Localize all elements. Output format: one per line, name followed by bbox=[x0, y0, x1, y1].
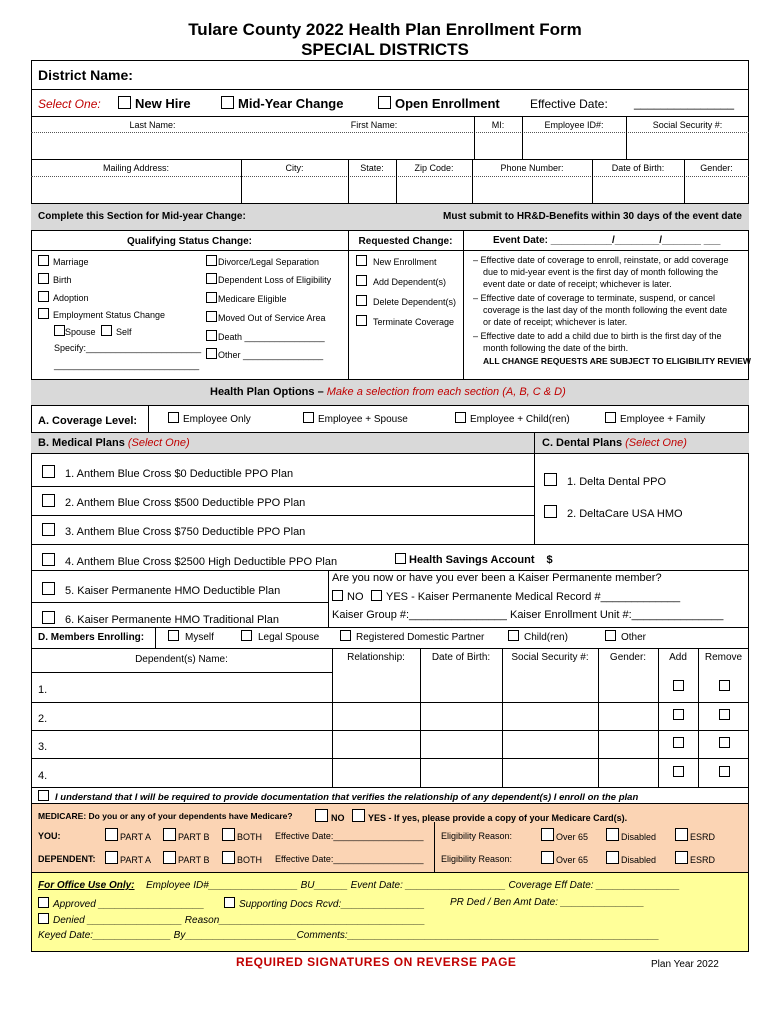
city-label: City: bbox=[285, 163, 304, 173]
effective-date-label: Effective Date: bbox=[530, 97, 608, 111]
dep-ssn-header: Social Security #: bbox=[511, 652, 589, 663]
checkbox-icon bbox=[222, 828, 235, 841]
office-supporting-docs[interactable]: Supporting Docs Rcvd:_______________ bbox=[224, 897, 425, 910]
divider bbox=[598, 648, 599, 787]
divider bbox=[474, 116, 475, 159]
employee-family-checkbox[interactable]: Employee + Family bbox=[605, 412, 705, 425]
rule-line: or date of receipt; whichever is later. bbox=[483, 317, 628, 327]
divider bbox=[31, 648, 749, 649]
health-plan-options-header: Health Plan Options – Make a selection from each section (A, B, C & D) bbox=[210, 386, 566, 398]
you-both-checkbox[interactable]: BOTH bbox=[222, 828, 262, 842]
checkbox-icon bbox=[38, 255, 49, 266]
divider bbox=[522, 116, 523, 159]
legal-spouse-checkbox[interactable]: Legal Spouse bbox=[241, 630, 319, 643]
divider bbox=[31, 250, 749, 251]
divider bbox=[472, 159, 473, 203]
divider bbox=[31, 627, 749, 628]
dental-plan-option[interactable]: 1. Delta Dental PPO bbox=[544, 473, 666, 488]
checkbox-icon bbox=[38, 308, 49, 319]
divider bbox=[348, 231, 349, 379]
dental-plan-option[interactable]: 2. DeltaCare USA HMO bbox=[544, 505, 683, 520]
qualifying-header: Qualifying Status Change: bbox=[126, 236, 252, 247]
checkbox-icon bbox=[315, 809, 328, 822]
coverage-level-label: A. Coverage Level: bbox=[38, 415, 138, 427]
checkbox-icon bbox=[42, 553, 55, 566]
form-subtitle: SPECIAL DISTRICTS bbox=[301, 40, 469, 59]
eligibility-review-note: ALL CHANGE REQUESTS ARE SUBJECT TO ELIGIBILITY REVIEW bbox=[483, 356, 751, 366]
new-hire-checkbox[interactable]: New Hire bbox=[118, 96, 191, 111]
effective-date-field[interactable]: _______________ bbox=[634, 96, 735, 110]
divider bbox=[420, 648, 421, 787]
medical-plan-option[interactable]: 6. Kaiser Permanente HMO Traditional Plan bbox=[42, 611, 279, 626]
divider bbox=[434, 822, 435, 872]
dep-eligibility-label: Eligibility Reason: bbox=[441, 854, 513, 864]
you-esrd-checkbox[interactable]: ESRD bbox=[675, 828, 715, 842]
employment-status-checkbox[interactable]: Employment Status Change bbox=[38, 308, 165, 320]
divider bbox=[592, 159, 593, 203]
divider bbox=[463, 231, 464, 379]
dep-name-header: Dependent(s) Name: bbox=[135, 654, 228, 665]
checkbox-icon bbox=[605, 630, 616, 641]
divider bbox=[31, 602, 328, 603]
checkbox-icon bbox=[168, 630, 179, 641]
add-checkbox[interactable] bbox=[673, 680, 684, 691]
dep-gender-header: Gender: bbox=[609, 652, 647, 663]
divider bbox=[348, 159, 349, 203]
death-checkbox[interactable]: Death ________________ bbox=[206, 330, 325, 342]
kaiser-group-field[interactable]: Kaiser Group #:________________ Kaiser Enrollment Unit #:_______________ bbox=[332, 609, 724, 621]
divider bbox=[31, 702, 749, 703]
district-name-label: District Name: bbox=[38, 67, 133, 83]
checkbox-icon bbox=[224, 897, 235, 908]
requested-change-header: Requested Change: bbox=[358, 236, 453, 247]
medicare-no-checkbox[interactable]: NO bbox=[315, 809, 345, 823]
checkbox-icon bbox=[675, 851, 688, 864]
medicare-question: MEDICARE: Do you or any of your dependents have Medicare? bbox=[38, 811, 293, 821]
divider bbox=[31, 730, 749, 731]
specify-line-2[interactable]: _____________________________ bbox=[54, 360, 200, 370]
checkbox-icon bbox=[606, 828, 619, 841]
divider bbox=[626, 116, 627, 159]
checkbox-icon bbox=[455, 412, 466, 423]
kaiser-question: Are you now or have you ever been a Kaiser Permanente member? bbox=[332, 572, 662, 584]
last-name-label: Last Name: bbox=[129, 120, 176, 130]
checkbox-icon bbox=[38, 291, 49, 302]
divider bbox=[31, 132, 749, 133]
checkbox-icon bbox=[206, 311, 217, 322]
checkbox-icon bbox=[541, 851, 554, 864]
dependent-loss-checkbox[interactable]: Dependent Loss of Eligibility bbox=[206, 273, 331, 285]
checkbox-icon bbox=[118, 96, 131, 109]
add-checkbox[interactable] bbox=[673, 709, 684, 720]
select-one-label: Select One: bbox=[38, 97, 101, 111]
checkbox-icon bbox=[42, 523, 55, 536]
checkbox-icon bbox=[38, 913, 49, 924]
dependent-row-number: 3. bbox=[38, 741, 48, 753]
birth-checkbox[interactable]: Birth bbox=[38, 273, 72, 285]
checkbox-icon bbox=[356, 255, 367, 266]
gender-label: Gender: bbox=[700, 163, 733, 173]
medical-plan-option[interactable]: 4. Anthem Blue Cross $2500 High Deductible PPO Plan bbox=[42, 553, 337, 568]
other-member-checkbox[interactable]: Other bbox=[605, 630, 646, 643]
plan-year: Plan Year 2022 bbox=[651, 959, 719, 970]
new-enrollment-checkbox[interactable]: New Enrollment bbox=[356, 255, 437, 267]
divider bbox=[31, 544, 749, 545]
midyear-header: Complete this Section for Mid-year Change: bbox=[38, 211, 246, 222]
dep-remove-header: Remove bbox=[704, 652, 743, 663]
dep-add-header: Add bbox=[669, 652, 687, 663]
required-signatures-note: REQUIRED SIGNATURES ON REVERSE PAGE bbox=[236, 955, 517, 969]
checkbox-icon bbox=[303, 412, 314, 423]
dob-label: Date of Birth: bbox=[611, 163, 665, 173]
dependent-row-number: 2. bbox=[38, 713, 48, 725]
checkbox-icon bbox=[42, 465, 55, 478]
add-checkbox[interactable] bbox=[673, 766, 684, 777]
office-pr-ded: PR Ded / Ben Amt Date: _______________ bbox=[450, 897, 645, 908]
remove-checkbox[interactable] bbox=[719, 709, 730, 720]
checkbox-icon bbox=[38, 273, 49, 284]
checkbox-icon bbox=[606, 851, 619, 864]
checkbox-icon bbox=[42, 611, 55, 624]
medical-plan-option[interactable]: 1. Anthem Blue Cross $0 Deductible PPO Plan bbox=[42, 465, 293, 480]
checkbox-icon bbox=[163, 828, 176, 841]
dep-part-b-checkbox[interactable]: PART B bbox=[163, 851, 210, 865]
employee-only-checkbox[interactable]: Employee Only bbox=[168, 412, 251, 425]
divider bbox=[534, 432, 535, 544]
dep-disabled-checkbox[interactable]: Disabled bbox=[606, 851, 656, 865]
checkbox-icon bbox=[206, 330, 217, 341]
checkbox-icon bbox=[378, 96, 391, 109]
mi-label: MI: bbox=[491, 120, 505, 130]
first-name-label: First Name: bbox=[350, 120, 398, 130]
checkbox-icon bbox=[105, 851, 118, 864]
checkbox-icon bbox=[221, 96, 234, 109]
rule-line: event date or date of receipt; whichever is later. bbox=[483, 279, 672, 289]
checkbox-icon bbox=[54, 325, 65, 336]
rule-line: month following the date of the birth. bbox=[483, 343, 629, 353]
zip-code-label: Zip Code: bbox=[414, 163, 454, 173]
employee-spouse-checkbox[interactable]: Employee + Spouse bbox=[303, 412, 408, 425]
remove-checkbox[interactable] bbox=[719, 680, 730, 691]
medical-plan-option[interactable]: 3. Anthem Blue Cross $750 Deductible PPO Plan bbox=[42, 523, 305, 538]
medical-plan-option[interactable]: 5. Kaiser Permanente HMO Deductible Plan bbox=[42, 582, 280, 597]
add-checkbox[interactable] bbox=[673, 737, 684, 748]
office-keyed: Keyed Date:______________ By____________________Comments:________________________________________________________ bbox=[38, 930, 660, 941]
divider bbox=[31, 672, 332, 673]
office-approved[interactable]: Approved ___________________ bbox=[38, 897, 204, 910]
kaiser-no-checkbox[interactable]: NO bbox=[332, 590, 364, 603]
marriage-checkbox[interactable]: Marriage bbox=[38, 255, 89, 267]
checkbox-icon bbox=[605, 412, 616, 423]
rule-line: – Effective date to add a child due to birth is the first day of the bbox=[473, 331, 722, 341]
divider bbox=[31, 486, 534, 487]
medicare-yes-checkbox[interactable]: YES - If yes, please provide a copy of your Medicare Card(s). bbox=[352, 809, 627, 823]
remove-checkbox[interactable] bbox=[719, 766, 730, 777]
checkbox-icon bbox=[42, 494, 55, 507]
rule-line: – Effective date of coverage to enroll, reinstate, or add coverage bbox=[473, 255, 729, 265]
checkbox-icon bbox=[42, 582, 55, 595]
spouse-checkbox[interactable]: Spouse bbox=[54, 325, 96, 337]
divider bbox=[31, 515, 534, 516]
checkbox-icon bbox=[38, 790, 49, 801]
medical-plan-option[interactable]: 2. Anthem Blue Cross $500 Deductible PPO Plan bbox=[42, 494, 305, 509]
checkbox-icon bbox=[340, 630, 351, 641]
you-effective-date-field[interactable]: Effective Date:__________________ bbox=[275, 831, 424, 841]
office-line-1: Employee ID#________________ BU______ Event Date: __________________ Coverage Eff Date: _______________ bbox=[146, 880, 680, 891]
moved-checkbox[interactable]: Moved Out of Service Area bbox=[206, 311, 326, 323]
mid-year-change-checkbox[interactable]: Mid-Year Change bbox=[221, 96, 343, 111]
dental-plans-header: C. Dental Plans (Select One) bbox=[542, 437, 687, 449]
delete-dependent-checkbox[interactable]: Delete Dependent(s) bbox=[356, 295, 456, 307]
checkbox-icon bbox=[168, 412, 179, 423]
divider bbox=[502, 648, 503, 787]
checkbox-icon bbox=[544, 505, 557, 518]
checkbox-icon bbox=[508, 630, 519, 641]
dependent-row-number: 4. bbox=[38, 770, 48, 782]
checkbox-icon bbox=[371, 590, 382, 601]
form-title: Tulare County 2022 Health Plan Enrollment Form bbox=[188, 20, 582, 39]
medicare-dependent-label: DEPENDENT: bbox=[38, 854, 96, 864]
add-dependent-checkbox[interactable]: Add Dependent(s) bbox=[356, 275, 446, 287]
divider bbox=[31, 89, 749, 90]
dep-dob-header: Date of Birth: bbox=[431, 652, 491, 663]
divider bbox=[332, 648, 333, 787]
divider bbox=[31, 159, 749, 160]
divider bbox=[31, 570, 749, 571]
checkbox-icon bbox=[222, 851, 235, 864]
checkbox-icon bbox=[541, 828, 554, 841]
dependent-row-number: 1. bbox=[38, 684, 48, 696]
divider bbox=[684, 159, 685, 203]
dep-esrd-checkbox[interactable]: ESRD bbox=[675, 851, 715, 865]
divider bbox=[31, 116, 749, 117]
other-checkbox[interactable]: Other ________________ bbox=[206, 348, 323, 360]
checkbox-icon bbox=[544, 473, 557, 486]
adoption-checkbox[interactable]: Adoption bbox=[38, 291, 89, 303]
children-checkbox[interactable]: Child(ren) bbox=[508, 630, 568, 643]
rule-line: coverage is the last day of the month following the event date bbox=[483, 305, 728, 315]
divorce-checkbox[interactable]: Divorce/Legal Separation bbox=[206, 255, 319, 267]
checkbox-icon bbox=[352, 809, 365, 822]
open-enrollment-checkbox[interactable]: Open Enrollment bbox=[378, 96, 500, 111]
divider bbox=[698, 648, 699, 787]
checkbox-icon bbox=[356, 315, 367, 326]
you-part-a-checkbox[interactable]: PART A bbox=[105, 828, 151, 842]
checkbox-icon bbox=[101, 325, 112, 336]
you-disabled-checkbox[interactable]: Disabled bbox=[606, 828, 656, 842]
dep-part-a-checkbox[interactable]: PART A bbox=[105, 851, 151, 865]
divider bbox=[31, 176, 749, 177]
self-checkbox[interactable]: Self bbox=[101, 325, 132, 337]
divider bbox=[155, 627, 156, 648]
phone-label: Phone Number: bbox=[500, 163, 564, 173]
checkbox-icon bbox=[356, 275, 367, 286]
remove-checkbox[interactable] bbox=[719, 737, 730, 748]
you-part-b-checkbox[interactable]: PART B bbox=[163, 828, 210, 842]
rule-line: – Effective date of coverage to terminate, suspend, or cancel bbox=[473, 293, 715, 303]
divider bbox=[241, 159, 242, 203]
medicare-eligible-checkbox[interactable]: Medicare Eligible bbox=[206, 292, 287, 304]
divider bbox=[658, 648, 659, 787]
dep-both-checkbox[interactable]: BOTH bbox=[222, 851, 262, 865]
checkbox-icon bbox=[241, 630, 252, 641]
checkbox-icon bbox=[206, 292, 217, 303]
you-over-65-checkbox[interactable]: Over 65 bbox=[541, 828, 588, 842]
medicare-you-label: YOU: bbox=[38, 831, 61, 841]
divider bbox=[396, 159, 397, 203]
checkbox-icon bbox=[38, 897, 49, 908]
employee-children-checkbox[interactable]: Employee + Child(ren) bbox=[455, 412, 570, 425]
checkbox-icon bbox=[356, 295, 367, 306]
ssn-label: Social Security #: bbox=[652, 120, 723, 130]
members-enrolling-label: D. Members Enrolling: bbox=[38, 632, 145, 643]
dep-effective-date-field[interactable]: Effective Date:__________________ bbox=[275, 854, 424, 864]
office-use-label: For Office Use Only: bbox=[38, 880, 135, 891]
checkbox-icon bbox=[206, 348, 217, 359]
divider bbox=[31, 758, 749, 759]
checkbox-icon bbox=[105, 828, 118, 841]
medical-plans-header: B. Medical Plans (Select One) bbox=[38, 437, 190, 449]
you-eligibility-label: Eligibility Reason: bbox=[441, 831, 513, 841]
checkbox-icon bbox=[206, 255, 217, 266]
divider bbox=[328, 570, 329, 628]
employee-id-label: Employee ID#: bbox=[544, 120, 604, 130]
checkbox-icon bbox=[675, 828, 688, 841]
domestic-partner-checkbox[interactable]: Registered Domestic Partner bbox=[340, 630, 484, 643]
checkbox-icon bbox=[395, 553, 406, 564]
checkbox-icon bbox=[206, 273, 217, 284]
terminate-coverage-checkbox[interactable]: Terminate Coverage bbox=[356, 315, 454, 327]
mailing-address-label: Mailing Address: bbox=[102, 163, 170, 173]
documentation-acknowledgment[interactable]: I understand that I will be required to provide documentation that verifies the relationship of any dependent(s) I enroll on the plan bbox=[38, 790, 638, 803]
checkbox-icon bbox=[163, 851, 176, 864]
office-denied[interactable]: Denied _________________ Reason_____________________________________ bbox=[38, 913, 425, 926]
rule-line: due to mid-year event is the first day of month following the bbox=[483, 267, 719, 277]
dep-over-65-checkbox[interactable]: Over 65 bbox=[541, 851, 588, 865]
kaiser-yes-checkbox[interactable]: YES - Kaiser Permanente Medical Record #_____________ bbox=[371, 590, 680, 603]
specify-field[interactable]: Specify:_______________________ bbox=[54, 343, 202, 353]
divider bbox=[31, 787, 749, 788]
state-label: State: bbox=[360, 163, 384, 173]
event-date-field[interactable]: Event Date: ___________/________/_______ ___ bbox=[493, 235, 721, 246]
midyear-deadline: Must submit to HR&D-Benefits within 30 days of the event date bbox=[443, 211, 742, 222]
hsa-checkbox[interactable]: Health Savings Account $ bbox=[395, 553, 553, 566]
divider bbox=[148, 406, 149, 432]
myself-checkbox[interactable]: Myself bbox=[168, 630, 214, 643]
checkbox-icon bbox=[332, 590, 343, 601]
dep-relationship-header: Relationship: bbox=[347, 652, 405, 663]
